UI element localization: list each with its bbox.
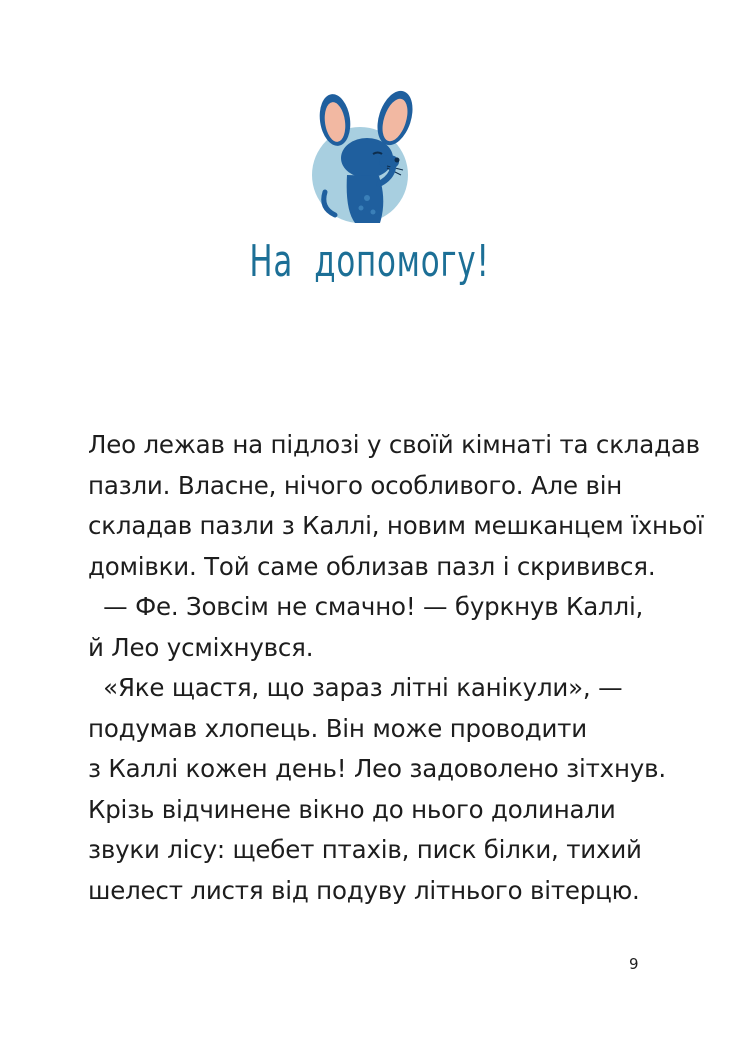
text-line: «Яке щастя, що зараз літні канікули», — bbox=[88, 673, 623, 702]
text-line: подумав хлопець. Він може проводити bbox=[88, 713, 587, 743]
text-line: пазли. Власне, нічого особливого. Але він bbox=[88, 470, 623, 500]
text-line: — Фе. Зовсім не смачно! — буркнув Каллі, bbox=[88, 592, 644, 621]
text-line: Лео лежав на підлозі у своїй кімнаті та складав bbox=[88, 430, 700, 459]
chapter-title: На допомогу! bbox=[249, 236, 490, 287]
chapter-illustration bbox=[295, 80, 425, 230]
text-line: з Каллі кожен день! Лео задоволено зітхнув. bbox=[88, 754, 666, 783]
page-number: 9 bbox=[629, 955, 639, 973]
text-line: й Лео усміхнувся. bbox=[88, 632, 314, 662]
mouse-character-icon bbox=[295, 80, 425, 230]
text-line: звуки лісу: щебет птахів, писк білки, тихий bbox=[88, 835, 642, 864]
text-line: Крізь відчинене вікно до нього долинали bbox=[88, 794, 616, 824]
text-line: домівки. Той саме облизав пазл і скривився. bbox=[88, 551, 656, 581]
text-line: складав пазли з Каллі, новим мешканцем їхньої bbox=[88, 511, 704, 540]
text-line: шелест листя від подуву літнього вітерцю. bbox=[88, 875, 640, 905]
body-text bbox=[88, 425, 704, 911]
